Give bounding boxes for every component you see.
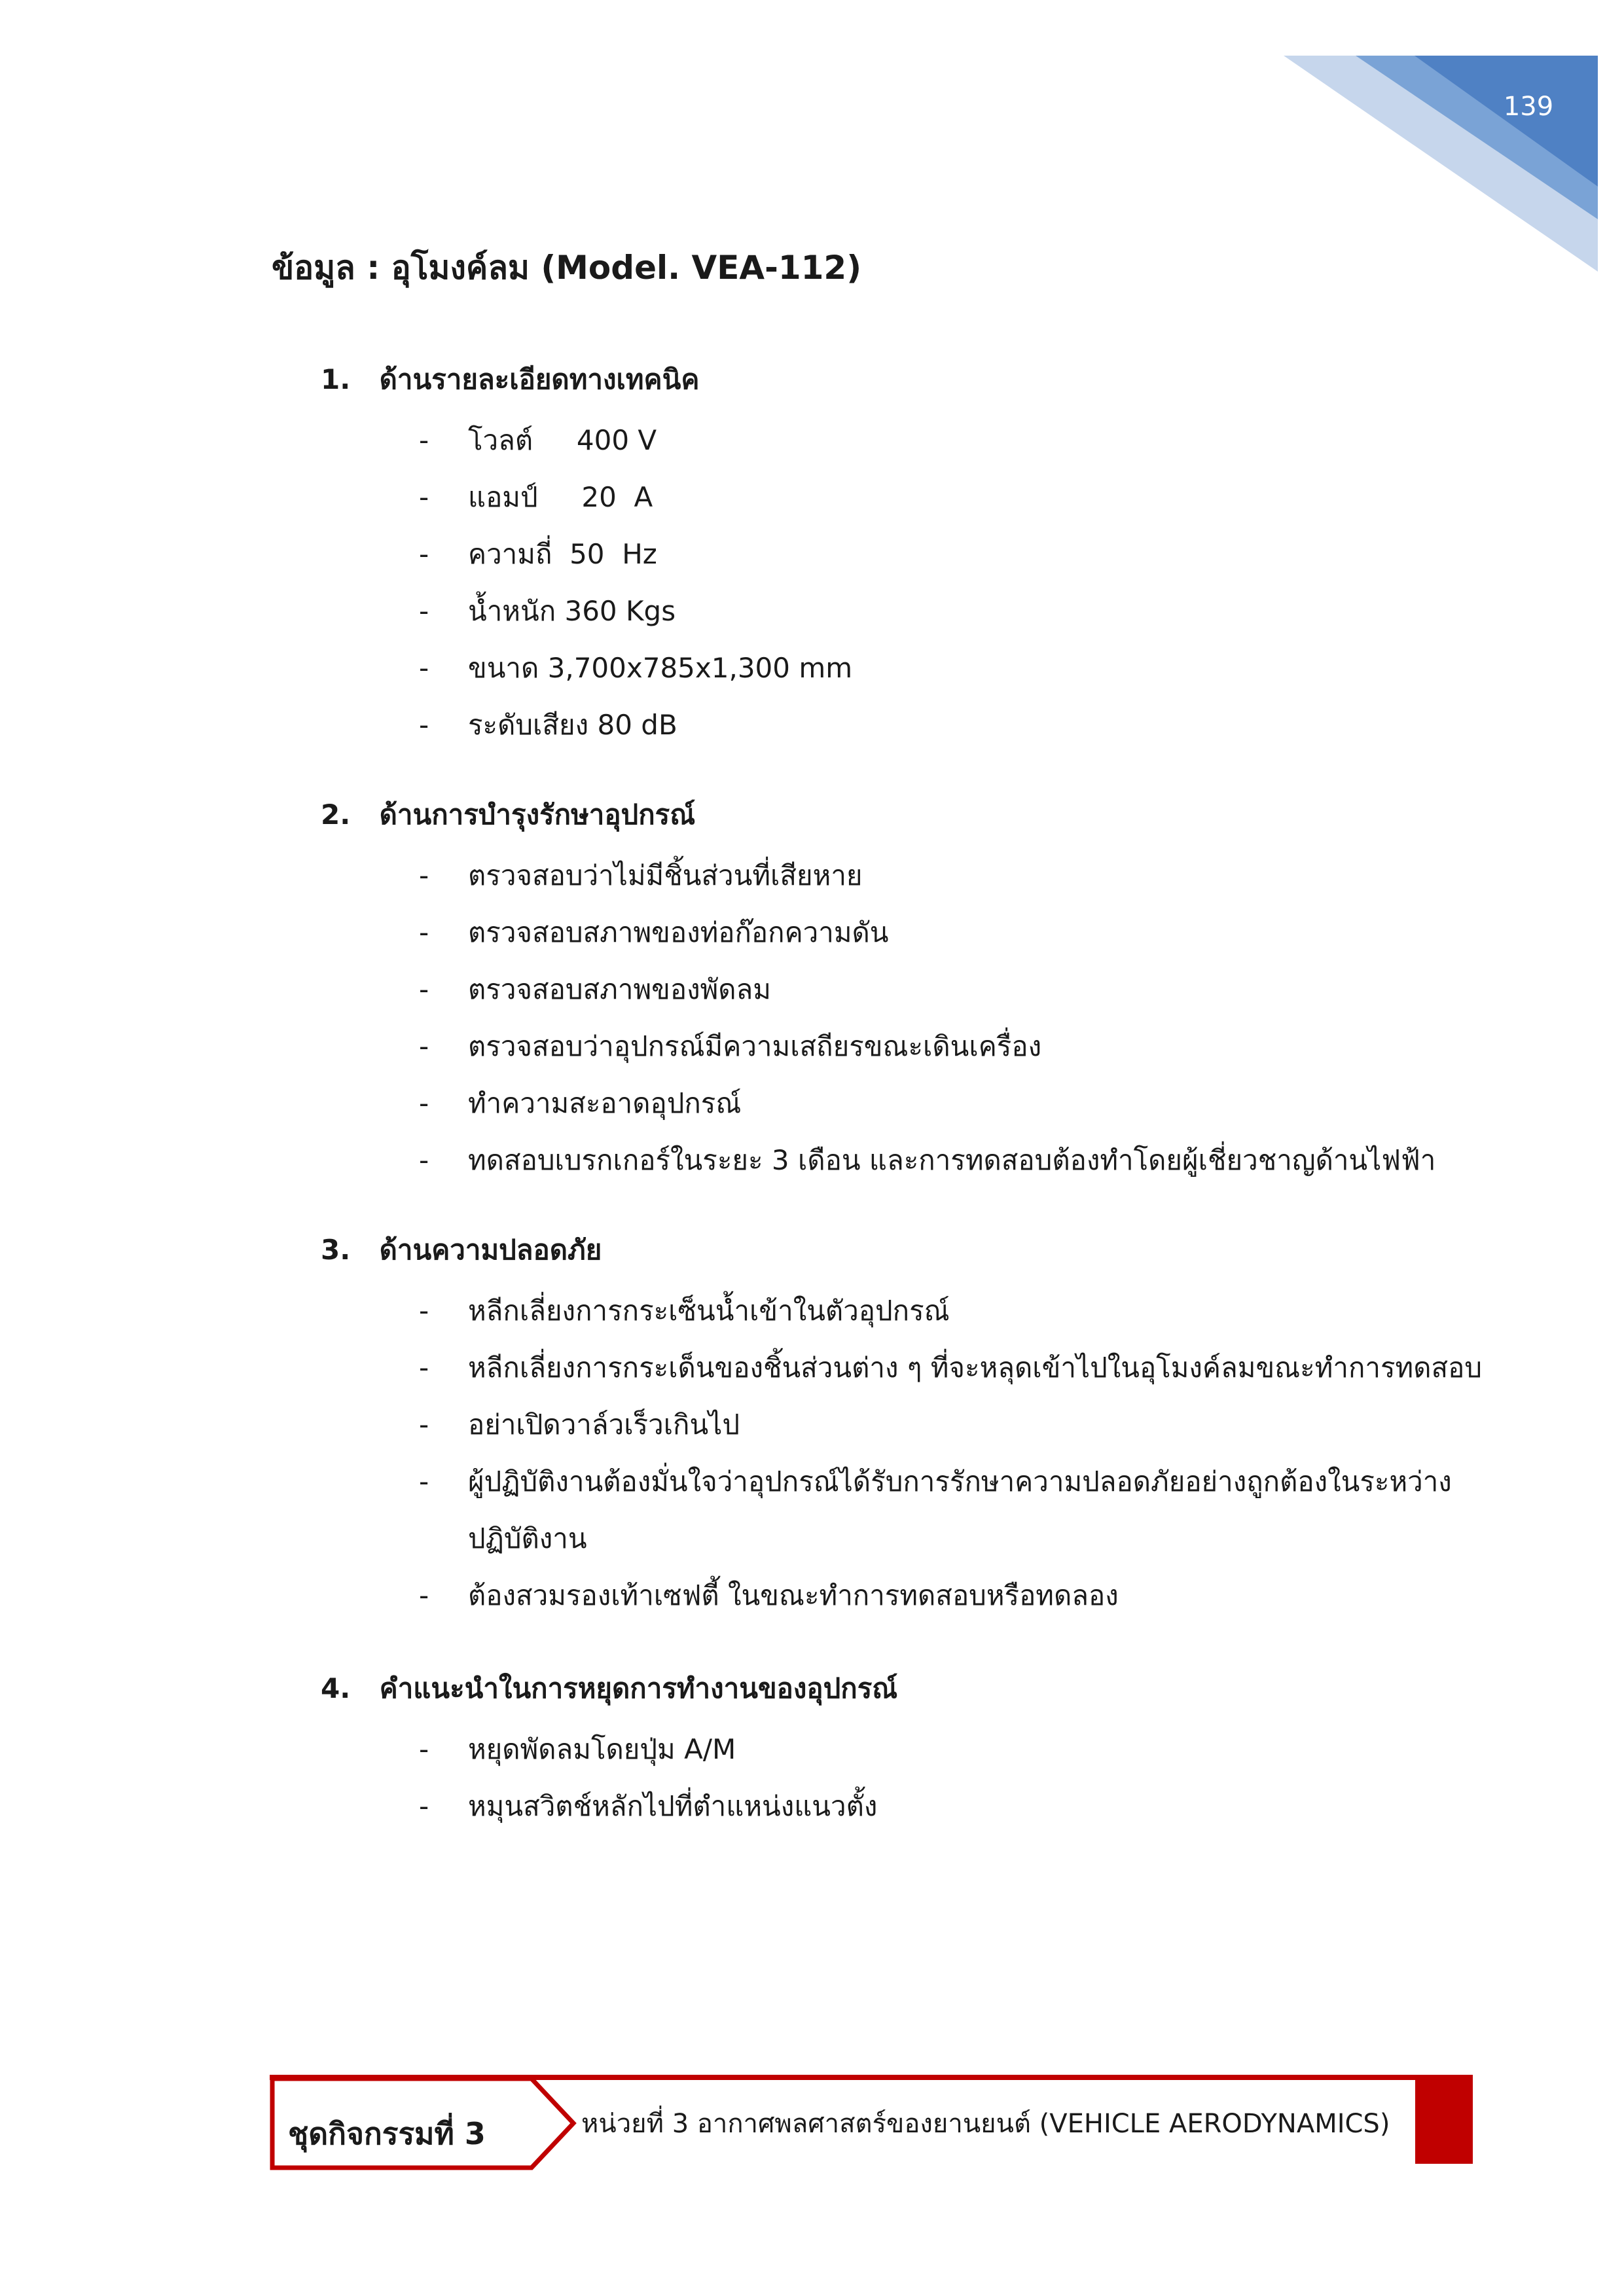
page-number: 139 — [1503, 92, 1554, 122]
list-item-text: น้ำหนัก 360 Kgs — [468, 595, 676, 627]
list-item: - น้ำหนัก 360 Kgs — [419, 595, 676, 627]
list-item: - ความถี่ 50 Hz — [419, 538, 657, 570]
section-safety — [321, 1227, 1499, 1624]
footer-red-block — [1415, 2075, 1473, 2164]
unit-title: หน่วยที่ 3 อากาศพลศาสตร์ของยานยนต์ (VEHICLE AERODYNAMICS) — [581, 2109, 1390, 2139]
section-maintenance — [321, 792, 1499, 1189]
activity-label: ชุดกิจกรรมที่ 3 — [288, 2116, 486, 2151]
section-title: ด้านรายละเอียดทางเทคนิค — [379, 363, 700, 395]
page-footer — [268, 2075, 1473, 2173]
list-item-text: แอมป์ 20 A — [468, 481, 653, 513]
list-item: - ทดสอบเบรกเกอร์ในระยะ 3 เดือน และการทดสอบต้องทำโดยผู้เชี่ยวชาญด้านไฟฟ้า — [419, 1144, 1436, 1176]
list-item: - อย่าเปิดวาล์วเร็วเกินไป — [419, 1408, 740, 1441]
list-item-text: ตรวจสอบสภาพของท่อก๊อกความดัน — [468, 916, 889, 948]
section-number: 3. — [321, 1234, 351, 1266]
list-item-text: ทดสอบเบรกเกอร์ในระยะ 3 เดือน และการทดสอบต้องทำโดยผู้เชี่ยวชาญด้านไฟฟ้า — [468, 1144, 1436, 1176]
bullet-list — [321, 1721, 1499, 1835]
section-heading — [321, 1227, 1499, 1273]
section-heading — [321, 1666, 1499, 1712]
list-item-text: ทำความสะอาดอุปกรณ์ — [468, 1087, 742, 1119]
list-item: - ตรวจสอบว่าไม่มีชิ้นส่วนที่เสียหาย — [419, 859, 863, 891]
list-item-text: หลีกเลี่ยงการกระเด็นของชิ้นส่วนต่าง ๆ ที่จะหลุดเข้าไปในอุโมงค์ลมขณะทำการทดสอบ — [468, 1352, 1482, 1384]
list-item-text: ต้องสวมรองเท้าเซฟตี้ ในขณะทำการทดสอบหรือทดลอง — [468, 1579, 1119, 1611]
list-item-text: หลีกเลี่ยงการกระเซ็นน้ำเข้าในตัวอุปกรณ์ — [468, 1295, 950, 1327]
list-item: - โวลต์ 400 V — [419, 424, 657, 456]
list-item-text: ตรวจสอบว่าไม่มีชิ้นส่วนที่เสียหาย — [468, 859, 863, 891]
list-item-text: ผู้ปฏิบัติงานต้องมั่นใจว่าอุปกรณ์ได้รับการรักษาความปลอดภัยอย่างถูกต้องในระหว่าง — [468, 1465, 1452, 1498]
section-shutdown-instructions — [321, 1666, 1499, 1835]
list-item-text: โวลต์ 400 V — [468, 424, 657, 456]
list-item: - หยุดพัดลมโดยปุ่ม A/M — [419, 1733, 736, 1765]
section-heading — [321, 357, 1499, 403]
list-item: - ตรวจสอบสภาพของท่อก๊อกความดัน — [419, 916, 889, 948]
list-item: - หลีกเลี่ยงการกระเซ็นน้ำเข้าในตัวอุปกรณ์ — [419, 1295, 950, 1327]
section-number: 4. — [321, 1672, 351, 1704]
bullet-list — [321, 412, 1499, 753]
list-item-text: ระดับเสียง 80 dB — [468, 709, 677, 741]
bullet-list — [321, 1282, 1499, 1624]
section-title: ด้านการบำรุงรักษาอุปกรณ์ — [379, 798, 696, 831]
list-item: - หลีกเลี่ยงการกระเด็นของชิ้นส่วนต่าง ๆ ที่จะหลุดเข้าไปในอุโมงค์ลมขณะทำการทดสอบ — [419, 1352, 1482, 1384]
list-item: - ตรวจสอบสภาพของพัดลม — [419, 973, 771, 1005]
list-item: - ทำความสะอาดอุปกรณ์ — [419, 1087, 742, 1119]
list-item: - แอมป์ 20 A — [419, 481, 653, 513]
list-item-text: ตรวจสอบสภาพของพัดลม — [468, 973, 771, 1005]
list-item-text: หมุนสวิตช์หลักไปที่ตำแหน่งแนวตั้ง — [468, 1790, 878, 1822]
section-number: 1. — [321, 363, 351, 395]
list-item: - ระดับเสียง 80 dB — [419, 709, 677, 741]
section-heading — [321, 792, 1499, 838]
list-item-text: อย่าเปิดวาล์วเร็วเกินไป — [468, 1408, 740, 1441]
list-item-text-continued: ปฏิบัติงาน — [468, 1522, 587, 1554]
list-item-text: หยุดพัดลมโดยปุ่ม A/M — [468, 1733, 736, 1765]
section-technical-details — [321, 357, 1499, 753]
corner-decoration — [1284, 56, 1598, 272]
list-item-text: ตรวจสอบว่าอุปกรณ์มีความเสถียรขณะเดินเครื่อง — [468, 1030, 1042, 1062]
bullet-list — [321, 847, 1499, 1189]
list-item: - ตรวจสอบว่าอุปกรณ์มีความเสถียรขณะเดินเครื่อง — [419, 1030, 1042, 1062]
section-title: ด้านความปลอดภัย — [379, 1234, 602, 1266]
document-title: ข้อมูล : อุโมงค์ลม (Model. VEA-112) — [272, 249, 862, 287]
list-item: - หมุนสวิตช์หลักไปที่ตำแหน่งแนวตั้ง — [419, 1790, 878, 1822]
list-item: - ต้องสวมรองเท้าเซฟตี้ ในขณะทำการทดสอบหรือทดลอง — [419, 1579, 1119, 1611]
list-item-text: ขนาด 3,700x785x1,300 mm — [468, 652, 853, 684]
section-number: 2. — [321, 798, 351, 831]
list-item: - ผู้ปฏิบัติงานต้องมั่นใจว่าอุปกรณ์ได้รับการรักษาความปลอดภัยอย่างถูกต้องในระหว่าง ปฏิบัติงาน — [321, 1453, 1499, 1567]
list-item: - ขนาด 3,700x785x1,300 mm — [419, 652, 853, 684]
list-item-text: ความถี่ 50 Hz — [468, 538, 657, 570]
section-title: คำแนะนำในการหยุดการทำงานของอุปกรณ์ — [379, 1672, 898, 1704]
